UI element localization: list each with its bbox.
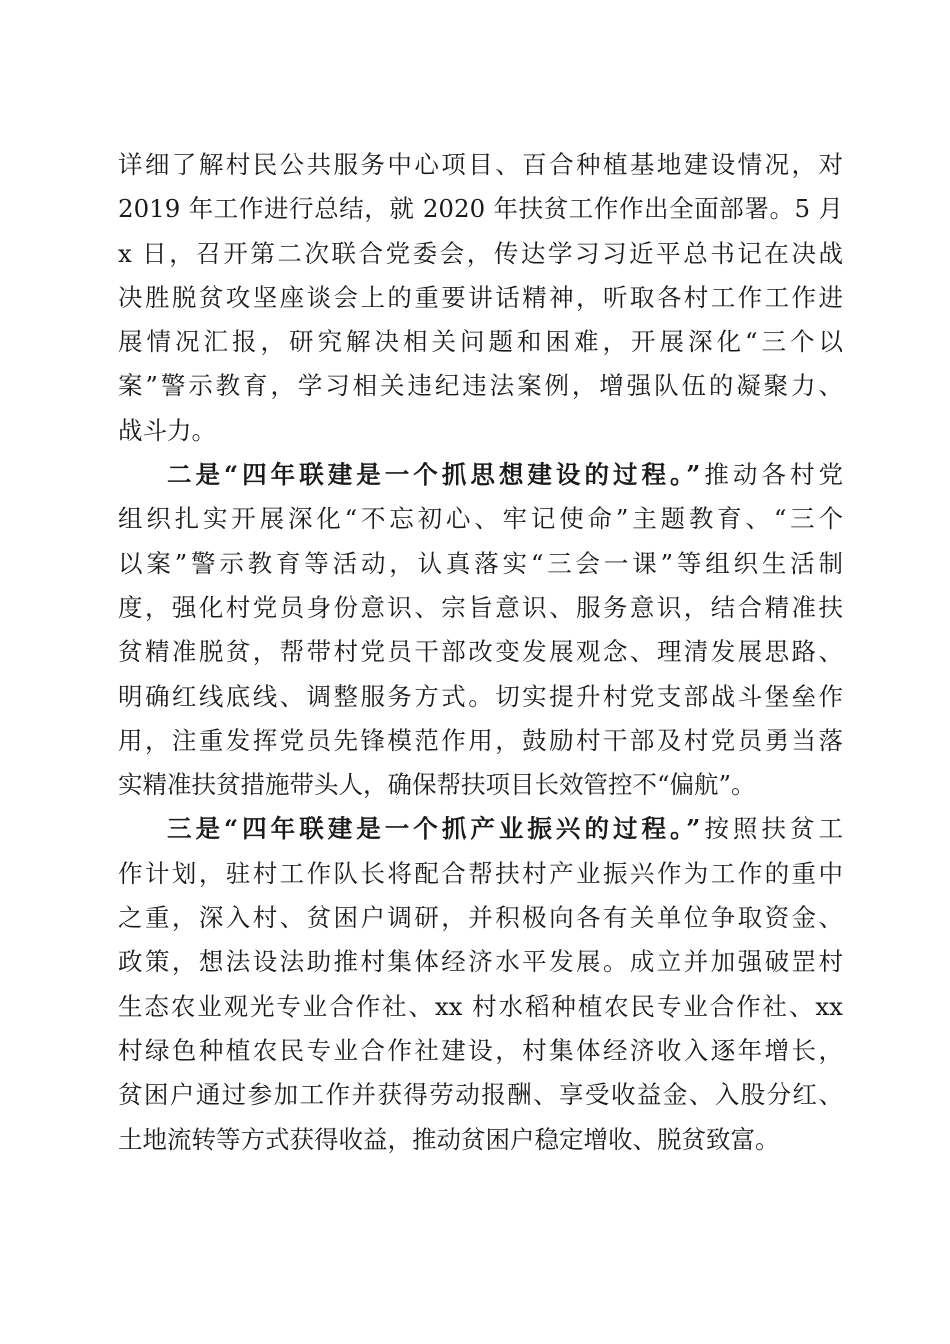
text-line: 之重，深入村、贫困户调研，并积极向各有关单位争取资金、: [118, 903, 843, 933]
paragraph-2: [118, 453, 843, 807]
paragraph-first-line: [118, 807, 843, 851]
text-line: 土地流转等方式获得收益，推动贫困户稳定增收、脱贫致富。: [118, 1124, 780, 1154]
text-line: 案”警示教育，学习相关违纪违法案例，增强队伍的凝聚力、: [118, 371, 843, 401]
text-line: 2019 年工作进行总结，就 2020 年扶贫工作作出全面部署。5 月: [118, 194, 843, 224]
text-line: 详细了解村民公共服务中心项目、百合种植基地建设情况，对: [118, 150, 843, 179]
text-line: 生态农业观光专业合作社、xx 村水稻种植农民专业合作社、xx: [118, 991, 843, 1021]
text-line: 村绿色种植农民专业合作社建设，村集体经济收入逐年增长，: [118, 1035, 843, 1065]
text-line: x 日，召开第二次联合党委会，传达学习习近平总书记在决战: [118, 238, 843, 268]
paragraph-lead: 三是“四年联建是一个抓产业振兴的过程。”: [167, 814, 701, 844]
document-body: [118, 143, 843, 1162]
paragraph-first-line-rest: 推动各村党: [700, 460, 844, 490]
paragraph-3: [118, 807, 843, 1161]
text-line: 展情况汇报，研究解决相关问题和困难，开展深化“三个以: [118, 327, 843, 357]
text-line: 贫精准脱贫，帮带村党员干部改变发展观念、理清发展思路、: [118, 637, 843, 667]
paragraph-first-line: [118, 453, 843, 497]
text-line: 作计划，驻村工作队长将配合帮扶村产业振兴作为工作的重中: [118, 858, 843, 888]
text-line: 用，注重发挥党员先锋模范作用，鼓励村干部及村党员勇当落: [118, 725, 843, 755]
text-line: 度，强化村党员身份意识、宗旨意识、服务意识，结合精准扶: [118, 592, 843, 622]
text-line: 组织扎实开展深化“不忘初心、牢记使命”主题教育、“三个: [118, 504, 843, 534]
paragraph-first-line-rest: 按照扶贫工: [700, 814, 844, 844]
text-line: 政策，想法设法助推村集体经济水平发展。成立并加强破罡村: [118, 947, 843, 977]
paragraph-1: [118, 143, 843, 453]
text-line: 决胜脱贫攻坚座谈会上的重要讲话精神，听取各村工作工作进: [118, 282, 843, 312]
text-line: 以案”警示教育等活动，认真落实“三会一课”等组织生活制: [118, 548, 843, 578]
text-line: 战斗力。: [118, 415, 216, 445]
text-line: 明确红线底线、调整服务方式。切实提升村党支部战斗堡垒作: [118, 681, 843, 711]
paragraph-lead: 二是“四年联建是一个抓思想建设的过程。”: [167, 460, 701, 490]
text-line: 实精准扶贫措施带头人，确保帮扶项目长效管控不“偏航”。: [118, 770, 756, 800]
text-line: 贫困户通过参加工作并获得劳动报酬、享受收益金、入股分红、: [118, 1080, 843, 1110]
